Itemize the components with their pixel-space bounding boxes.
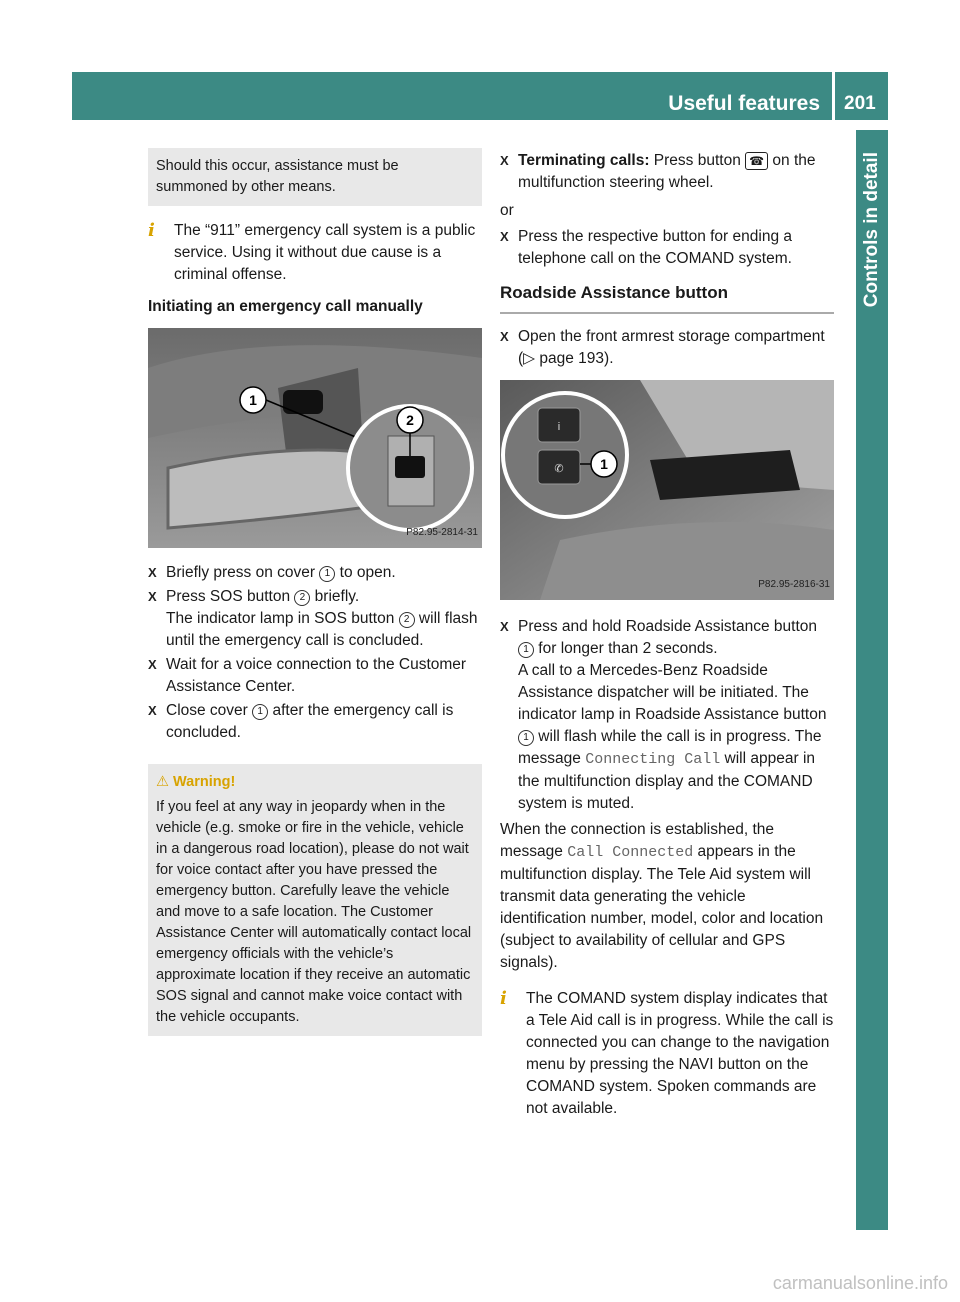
svg-text:i: i — [557, 421, 561, 433]
page-number: 201 — [844, 93, 876, 114]
end-call-icon: ☎ — [745, 152, 768, 170]
paragraph-text: appears in the multifunction display. The Tele Aid system will transmit data generating the vehicle identification number, model, color and location (subject to availability of cellular and GPS signals). — [500, 843, 824, 971]
callout-icon: 2 — [399, 612, 415, 628]
svg-text:2: 2 — [406, 412, 414, 428]
header-separator — [832, 72, 835, 120]
step-text: Press and hold Roadside Assistance button — [518, 618, 817, 635]
step-text: after the emergency call is concluded. — [166, 702, 454, 741]
steps-list — [148, 562, 482, 744]
side-tab-label-wrap — [856, 130, 888, 1230]
step-arrow-icon: X — [500, 329, 509, 344]
svg-text:✆: ✆ — [554, 463, 564, 475]
callout-icon: 1 — [518, 642, 534, 658]
photo-rearview-mirror — [148, 328, 482, 548]
paragraph-text: When the connection is established, the message — [500, 821, 775, 860]
armrest-illustration — [500, 380, 834, 600]
step-arrow-icon: X — [500, 619, 509, 634]
step-text: Press button — [649, 152, 746, 169]
step-4 — [148, 700, 482, 744]
subhead-emergency: Initiating an emergency call manually — [148, 298, 423, 315]
step-detail: A call to a Mercedes-Benz Roadside Assistance dispatcher will be initiated. The indicator lamp in Roadside Assistance button — [518, 662, 827, 723]
step-terminate-alt — [500, 226, 834, 270]
step-text: Press SOS button — [166, 588, 295, 605]
subhead-roadside: Roadside Assistance button — [500, 282, 834, 314]
step-1 — [148, 562, 482, 584]
svg-text:1: 1 — [600, 456, 608, 472]
warning-title — [156, 772, 474, 793]
step-detail: will flash until the emergency call is concluded. — [166, 610, 478, 649]
step-text: Briefly press on cover — [166, 564, 320, 581]
step-arrow-icon: X — [148, 589, 157, 604]
section-title: Useful features — [668, 92, 820, 115]
step-detail: The indicator lamp in SOS button — [166, 610, 399, 627]
display-message-connected: Call Connected — [567, 844, 694, 861]
step-arrow-icon: X — [500, 229, 509, 244]
callout-icon: 1 — [518, 730, 534, 746]
shaded-note: Should this occur, assistance must be summoned by other means. — [148, 148, 482, 206]
mirror-illustration — [148, 328, 482, 548]
info-note-text: The “911” emergency call system is a public service. Using it without due cause is a criminal offense. — [174, 222, 476, 283]
step-2 — [148, 586, 482, 652]
info-icon: i — [148, 220, 155, 241]
step-text: to open. — [335, 564, 396, 581]
step-detail: will appear in the multifunction display and the COMAND system is muted. — [518, 750, 816, 812]
step-3 — [148, 654, 482, 698]
step-open-armrest — [500, 326, 834, 370]
photo-caption: P82.95-2814-31 — [406, 527, 478, 538]
callout-icon: 2 — [294, 590, 310, 606]
step-press-hold — [500, 616, 834, 815]
step-detail: will flash while the call is in progress. The message — [518, 728, 822, 767]
connection-paragraph — [500, 819, 834, 974]
or-text: or — [500, 202, 514, 219]
photo-armrest — [500, 380, 834, 600]
step-arrow-icon: X — [148, 703, 157, 718]
info-note-2 — [500, 988, 834, 1120]
info-note — [148, 220, 482, 286]
callout-icon: 1 — [319, 566, 335, 582]
right-column — [500, 148, 834, 1120]
info-icon: i — [500, 988, 507, 1009]
step-text: Press the respective button for ending a telephone call on the COMAND system. — [518, 228, 792, 267]
warning-box — [148, 764, 482, 1036]
step-arrow-icon: X — [500, 153, 509, 168]
photo-caption: P82.95-2816-31 — [758, 579, 830, 590]
display-message-connecting: Connecting Call — [585, 751, 721, 768]
header-bar — [72, 72, 888, 120]
step-text: Wait for a voice connection to the Customer Assistance Center. — [166, 656, 467, 695]
info-note-text: The COMAND system display indicates that a Tele Aid call is in progress. While the call is connected you can change to the navigation menu by pressing the NAVI button on the COMAND system. Spoken commands are not available. — [526, 990, 834, 1117]
step-arrow-icon: X — [148, 657, 157, 672]
warning-title-text: Warning! — [173, 774, 236, 790]
callout-icon: 1 — [252, 704, 268, 720]
step-text: briefly. — [310, 588, 360, 605]
step-text: Open the front armrest storage compartment (▷ page 193). — [518, 328, 825, 367]
warning-triangle-icon: ⚠ — [156, 774, 169, 790]
warning-body: If you feel at any way in jeopardy when in the vehicle (e.g. smoke or fire in the vehicle, vehicle in a dangerous road location), please do not wait for voice contact after you have pressed the emergency button. Carefully leave the vehicle and move to a safe location. The Customer Assistance Center will automatically contact local emergency officials with the vehicle’s approximate location if they receive an automatic SOS signal and cannot make voice contact with the vehicle occupants. — [156, 799, 472, 1025]
step-arrow-icon: X — [148, 565, 157, 580]
watermark: carmanualsonline.info — [772, 1273, 948, 1293]
svg-text:1: 1 — [249, 392, 257, 408]
side-tab-label: Controls in detail — [861, 152, 882, 308]
step-text: on the multifunction steering wheel. — [518, 152, 816, 191]
step-text: Close cover — [166, 702, 253, 719]
terminate-label: Terminating calls: — [518, 152, 650, 169]
step-text: for longer than 2 seconds. — [534, 640, 718, 657]
step-terminate — [500, 150, 834, 194]
left-column — [148, 148, 482, 1036]
